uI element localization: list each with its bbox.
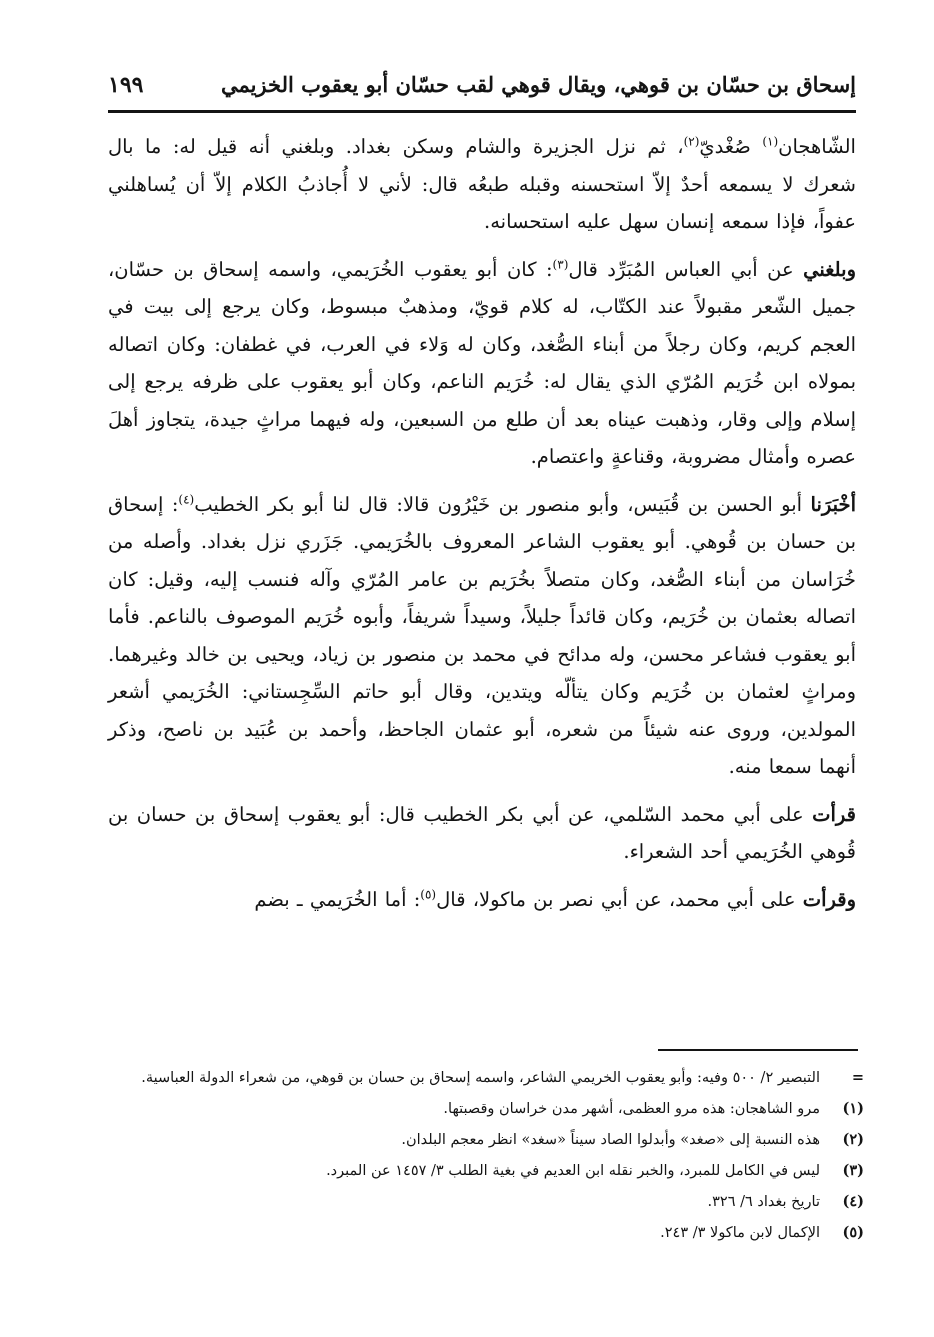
paragraph-lead-word: أخْبَرَنا: [810, 492, 856, 516]
paragraph-4: [108, 796, 856, 871]
paragraph-text: أبو الحسن بن قُبَيس، وأبو منصور بن خَيْرُون قالا: قال لنا أبو بكر الخطيب: [194, 492, 811, 516]
paragraph-text: : إسحاق بن حسان بن قُوهي. أبو يعقوب الشاعر المعروف بالخُرَيمي. جَزَري نزل بغداد. وأصله من خُرَاسان من أبناء الصُّغد، وكان متصلاً بخُرَيم بن عامر المُرّي وآله فنسب إليه، وقيل: كان اتصاله بعثمان بن خُرَيم، وكان قائداً جليلاً، وسيداً شريفاً، وأبوه خُرَيم الموصوف بالناعم. فأما أبو يعقوب فشاعر محسن، وله مدائح في محمد بن منصور بن زياد، ويحيى بن خالد وغيرهما. ومراثٍ لعثمان بن خُرَيم وكان يتألّه ويتدين، وقال أبو حاتم السِّجِستاني: الخُرَيمي أشعر المولدين، وروى عنه شيئاً من شعره، أبو عثمان الجاحظ، وأحمد بن عُبَيد بن ناصح، وذكر أنهما سمعا منه.: [108, 492, 856, 778]
footnote-marker: =: [851, 1069, 864, 1086]
paragraph-text: : كان أبو يعقوب الخُرَيمي، واسمه إسحاق بن حسّان، جميل الشّعر مقبولاً عند الكتّاب، له كلام قويّ، ومذهبٌ مبسوط، وكان يرجع إلى بيت في العجم كريم، وكان رجلاً من أبناء الصُّغد، وكان له وَلاء في العرب، في غطفان: وكان اتصاله بمولاه ابن خُرَيم المُرّي الذي يقال له: خُرَيم الناعم، وكان أبو يعقوب على ظرفه يرجع إلى إسلام وإلى وقار، وذهبت عيناه بعد أن طلع من السبعين، وله فيهما مراثٍ جيدة، يتجاوز أهلَ عصره وأمثال مضروبة، وقناعةٍ واعتصام.: [108, 257, 856, 468]
footnote-text: مرو الشاهجان: هذه مرو العظمى، أشهر مدن خراسان وقصبتها.: [443, 1101, 820, 1117]
footnote-text: التبصير ٢/ ٥٠٠ وفيه: وأبو يعقوب الخريمي الشاعر، واسمه إسحاق بن حسان بن قوهي، من شعراء الدولة العباسية.: [141, 1070, 820, 1086]
paragraph-3: [108, 486, 856, 786]
footnote-2: [108, 1126, 864, 1154]
footnote-text: الإكمال لابن ماكولا ٣/ ٢٤٣.: [660, 1225, 820, 1241]
paragraph-text: : أما الخُرَيمي ـ بضم: [254, 887, 421, 911]
footnote-1: [108, 1095, 864, 1123]
footnote-marker: (١): [842, 1100, 864, 1117]
footnote-ref-4: (٤): [178, 492, 195, 506]
paragraph-text: الشّاهجان: [778, 135, 856, 158]
footnote-text: تاريخ بغداد ٦/ ٣٢٦.: [707, 1194, 820, 1210]
paragraph-5: [108, 881, 856, 919]
running-title: إسحاق بن حسّان بن قوهي، ويقال قوهي لقب حسّان أبو يعقوب الخزيمي: [220, 72, 856, 97]
footnote-text: هذه النسبة إلى «صغد» وأبدلوا الصاد سيناً «سغد» انظر معجم البلدان.: [401, 1132, 820, 1148]
footnote-text: ليس في الكامل للمبرد، والخبر نقله ابن العديم في بغية الطلب ٣/ ١٤٥٧ عن المبرد.: [326, 1163, 820, 1179]
footnote-separator: [658, 1049, 858, 1051]
paragraph-1: [108, 128, 856, 241]
paragraph-text: ، ثم نزل الجزيرة والشام وسكن بغداد. وبلغني أنه قيل له: ما بال شعرك لا يسمعه أحدٌ إلاّ استحسنه وقبله طبعُه قال: لأني لا أُجاذبُ الكلام إلاّ أن يُساهلني عفواً، فإذا سمعه إنسان سهل عليه استحسانه.: [108, 135, 856, 233]
footnote-continuation: [108, 1064, 864, 1092]
paragraph-text: صُغْديّ: [699, 135, 763, 158]
footnote-ref-2: (٢): [683, 134, 700, 149]
page-number: ١٩٩: [108, 72, 144, 98]
footnote-5: [108, 1219, 864, 1247]
footnote-marker: (٢): [842, 1131, 864, 1148]
footnote-ref-1: (١): [762, 134, 779, 149]
footnote-marker: (٤): [842, 1193, 864, 1210]
paragraph-2: [108, 251, 856, 476]
running-header: [108, 70, 856, 113]
footnote-3: [108, 1157, 864, 1185]
footnote-marker: (٣): [842, 1162, 864, 1179]
footnotes: [108, 1064, 864, 1250]
paragraph-text: على أبي محمد، عن أبي نصر بن ماكولا، قال: [436, 887, 803, 911]
paragraph-lead-word: قرأت: [812, 802, 856, 826]
main-text: [108, 128, 856, 928]
paragraph-text: على أبي محمد السّلمي، عن أبي بكر الخطيب قال: أبو يعقوب إسحاق بن حسان بن قُوهي الخُرَيمي أحد الشعراء.: [108, 802, 856, 863]
footnote-ref-5: (٥): [420, 887, 437, 901]
footnote-4: [108, 1188, 864, 1216]
footnote-ref-3: (٣): [552, 257, 569, 271]
footnote-marker: (٥): [842, 1224, 864, 1241]
paragraph-lead-word: وقرأت: [802, 887, 856, 911]
paragraph-lead-word: وبلغني: [803, 257, 856, 281]
paragraph-text: عن أبي العباس المُبَرِّد قال: [568, 257, 804, 281]
